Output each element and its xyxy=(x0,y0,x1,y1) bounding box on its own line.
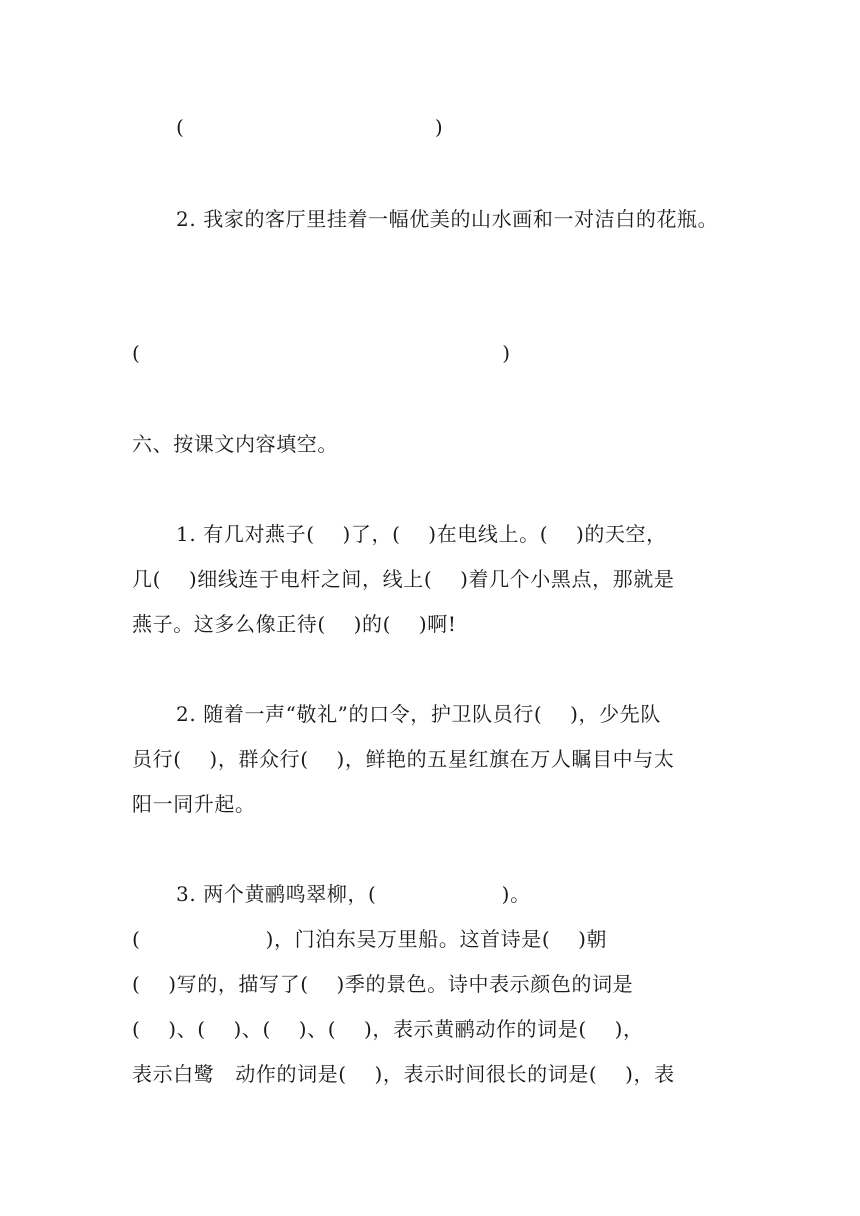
fill-3-line-3: ( )写的，描写了( )季的景色。诗中表示颜色的词是 xyxy=(132,972,634,996)
section-6-heading: 六、按课文内容填空。 xyxy=(132,432,338,456)
fill-3-line-2: ( )，门泊东吴万里船。这首诗是( )朝 xyxy=(132,927,608,951)
fill-2-line-2: 员行( )，群众行( )，鲜艳的五星红旗在万人瞩目中与太 xyxy=(132,747,675,771)
answer-blank-2: ( ) xyxy=(132,341,511,365)
fill-3-line-4: ( )、( )、( )、( )，表示黄鹂动作的词是( )， xyxy=(132,1017,644,1041)
fill-2-line-1: 2. 随着一声“敬礼”的口令，护卫队员行( )，少先队 xyxy=(176,702,661,726)
fill-3-line-5: 表示白鹭 动作的词是( )，表示时间很长的词是( )，表 xyxy=(132,1062,675,1086)
fill-1-line-3: 燕子。这多么像正待( )的( )啊! xyxy=(132,612,457,636)
fill-2-line-3: 阳一同升起。 xyxy=(132,792,256,816)
question-2-text: 2. 我家的客厅里挂着一幅优美的山水画和一对洁白的花瓶。 xyxy=(176,207,719,231)
fill-1-line-1: 1. 有几对燕子( )了，( )在电线上。( )的天空， xyxy=(176,522,667,546)
answer-blank-1: ( ) xyxy=(176,115,444,139)
fill-1-line-2: 几( )细线连于电杆之间，线上( )着几个小黑点，那就是 xyxy=(132,567,675,591)
fill-3-line-1: 3. 两个黄鹂鸣翠柳，( )。 xyxy=(176,882,531,906)
